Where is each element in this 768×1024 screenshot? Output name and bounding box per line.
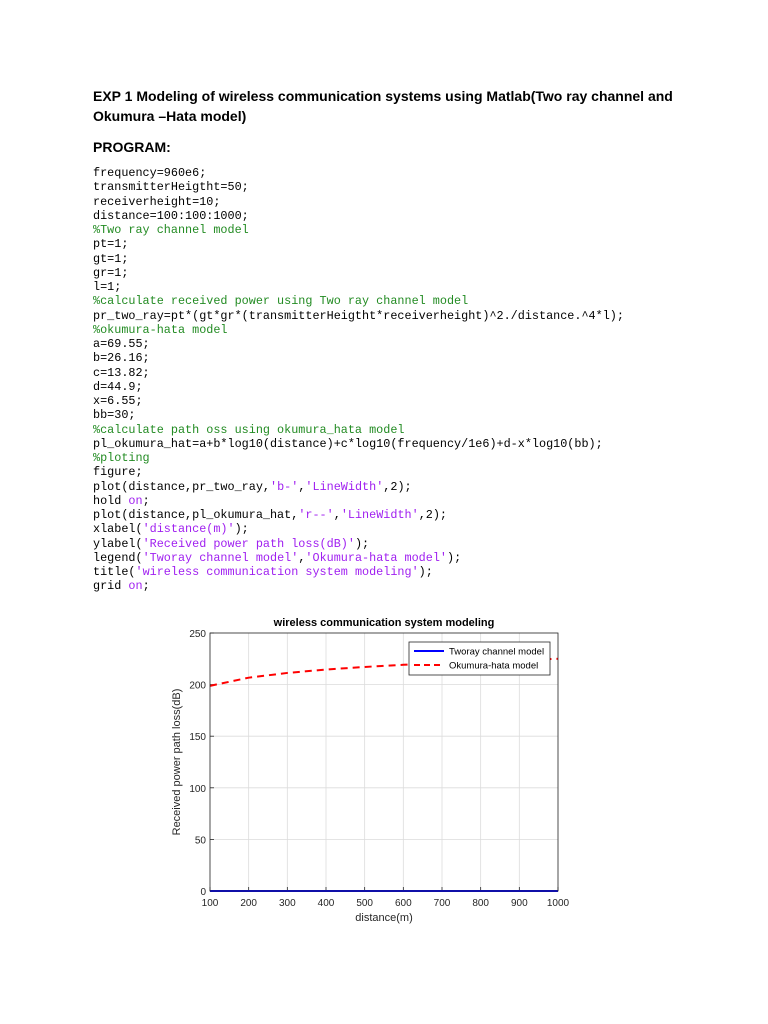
y-tick-label: 50: [194, 835, 206, 847]
x-tick-label: 100: [201, 898, 219, 909]
code-text: bb=30;: [93, 408, 136, 423]
code-text: d=44.9;: [93, 379, 143, 394]
code-line: [93, 280, 624, 294]
code-line: [93, 180, 624, 194]
code-line: [93, 366, 624, 380]
code-line: [93, 394, 624, 408]
code-line: [93, 579, 624, 593]
code-line: [93, 408, 624, 422]
code-line: [93, 294, 624, 308]
code-line: [93, 323, 624, 337]
code-text: ,2);: [418, 508, 448, 522]
code-line: [93, 209, 624, 223]
code-line: [93, 351, 624, 365]
code-text: frequency=960e6;: [93, 166, 207, 180]
code-text: );: [354, 536, 370, 551]
code-string: 'Tworay channel model': [142, 550, 299, 565]
code-line: [93, 252, 624, 266]
document-title: EXP 1 Modeling of wireless communication systems using Matlab(Two ray channel and Okumura –Hata model): [93, 88, 673, 124]
code-comment: %okumura-hata model: [93, 322, 228, 337]
code-text: pl_okumura_hat=a+b*log10(distance)+c*log10(frequency/1e6)+d-x*log10(bb);: [93, 436, 603, 451]
code-comment: %Two ray channel model: [93, 223, 249, 237]
code-string: 'LineWidth': [305, 479, 384, 494]
code-line: [93, 451, 624, 465]
code-comment: %ploting: [93, 451, 150, 465]
code-text: receiverheight=10;: [93, 194, 221, 209]
code-string: 'Okumura-hata model': [305, 550, 447, 565]
x-tick-label: 700: [433, 898, 451, 909]
y-tick-label: 100: [189, 783, 206, 795]
code-line: [93, 337, 624, 351]
x-tick-label: 300: [278, 898, 296, 909]
x-tick-label: 600: [394, 898, 412, 909]
code-string: 'b-': [269, 479, 299, 494]
code-line: [93, 237, 624, 251]
code-text: grid: [93, 579, 129, 594]
x-tick-label: 200: [240, 898, 258, 909]
code-string: 'r--': [298, 508, 334, 522]
code-text: plot(distance,pr_two_ray,: [93, 479, 270, 494]
code-text: legend(: [93, 550, 143, 565]
code-text: ;: [142, 579, 150, 594]
y-tick-label: 200: [189, 680, 206, 692]
code-line: [93, 195, 624, 209]
code-string: 'distance(m)': [142, 522, 235, 537]
code-text: ylabel(: [93, 536, 143, 551]
x-tick-label: 1000: [546, 898, 570, 909]
code-text: plot(distance,pl_okumura_hat,: [93, 508, 299, 522]
code-text: transmitterHeigtht=50;: [93, 180, 249, 195]
code-text: );: [418, 565, 433, 579]
program-label: PROGRAM:: [93, 139, 171, 155]
y-tick-label: 0: [200, 887, 206, 898]
code-listing: [93, 166, 624, 594]
code-line: [93, 522, 624, 536]
x-tick-label: 900: [510, 898, 528, 909]
code-line: [93, 309, 624, 323]
code-line: [93, 465, 624, 479]
code-text: distance=100:100:1000;: [93, 208, 249, 223]
code-text: hold: [93, 493, 129, 508]
code-line: [93, 437, 624, 451]
code-string: on: [128, 579, 143, 594]
x-tick-label: 800: [472, 898, 490, 909]
code-text: a=69.55;: [93, 337, 150, 351]
y-axis-label: Received power path loss(dB): [171, 688, 183, 836]
code-line: [93, 480, 624, 494]
code-comment: %calculate path oss using okumura_hata model: [93, 422, 405, 437]
code-line: [93, 223, 624, 237]
code-line: [93, 266, 624, 280]
legend-label: Okumura-hata model: [449, 660, 539, 672]
code-string: 'Received power path loss(dB)': [142, 536, 355, 551]
code-text: gt=1;: [93, 251, 129, 266]
x-tick-label: 400: [317, 898, 335, 909]
code-text: c=13.82;: [93, 365, 150, 380]
code-line: [93, 565, 624, 579]
code-text: pr_two_ray=pt*(gt*gr*(transmitterHeigtht*receiverheight)^2./distance.^4*l);: [93, 308, 624, 323]
code-line: [93, 551, 624, 565]
code-text: title(: [93, 565, 136, 579]
code-line: [93, 508, 624, 522]
code-text: gr=1;: [93, 265, 129, 280]
code-line: [93, 380, 624, 394]
code-line: [93, 166, 624, 180]
code-line: [93, 494, 624, 508]
code-string: 'wireless communication system modeling': [135, 565, 419, 579]
code-string: 'LineWidth': [340, 508, 419, 522]
code-text: pt=1;: [93, 237, 129, 252]
chart-figure: [160, 612, 580, 930]
line-chart: [160, 612, 580, 930]
code-text: ;: [142, 493, 150, 508]
x-tick-label: 500: [356, 898, 374, 909]
code-comment: %calculate received power using Two ray channel model: [93, 294, 469, 309]
y-tick-label: 150: [189, 732, 206, 744]
code-text: x=6.55;: [93, 394, 143, 408]
code-text: xlabel(: [93, 522, 143, 537]
x-axis-label: distance(m): [355, 912, 413, 924]
code-text: l=1;: [93, 280, 122, 294]
code-text: b=26.16;: [93, 351, 150, 366]
chart-title: wireless communication system modeling: [273, 617, 495, 629]
legend-label: Tworay channel model: [449, 646, 545, 658]
code-text: ,: [333, 508, 341, 522]
code-text: ,: [298, 479, 306, 494]
y-tick-label: 250: [189, 629, 206, 640]
code-string: on: [128, 493, 143, 508]
code-text: ,: [298, 550, 306, 565]
code-line: [93, 537, 624, 551]
code-text: figure;: [93, 465, 143, 480]
code-text: );: [234, 522, 249, 537]
code-text: ,2);: [383, 479, 412, 494]
code-text: );: [447, 550, 462, 565]
code-line: [93, 423, 624, 437]
